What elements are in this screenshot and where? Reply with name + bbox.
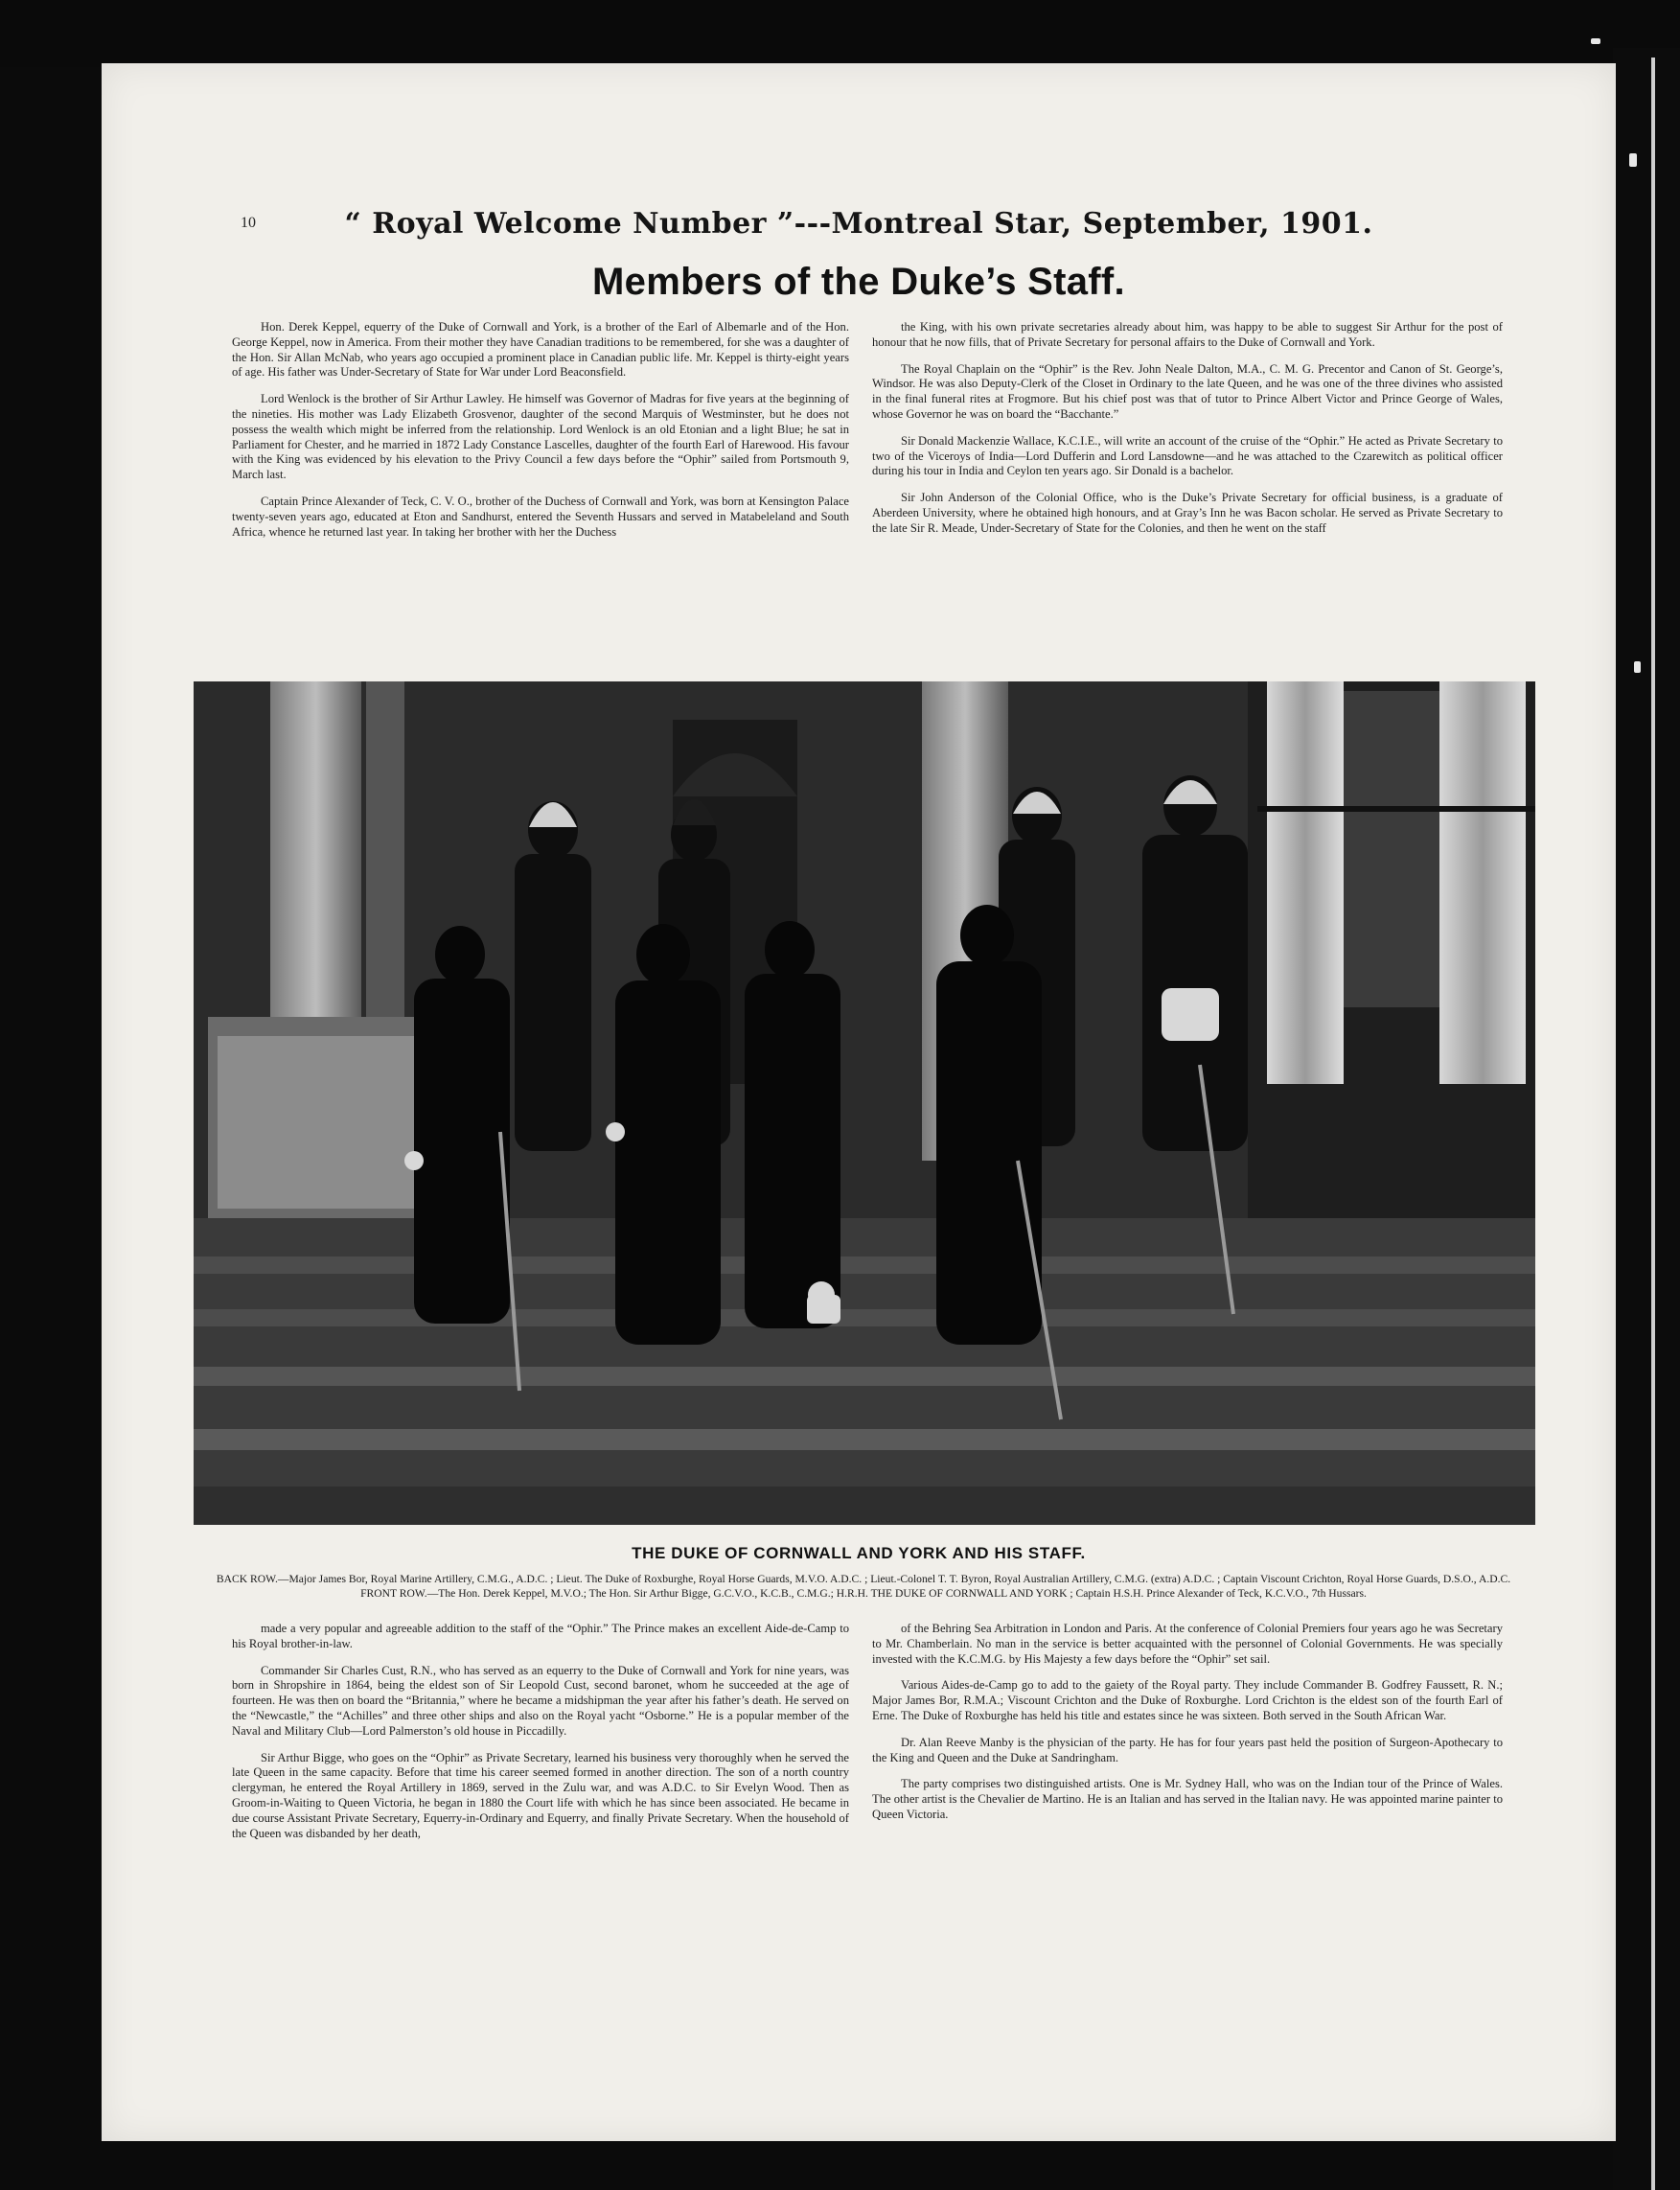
- article-paragraph: Various Aides-de-Camp go to add to the gaiety of the Royal party. They include Commander B. Godfrey Faussett, R. N.; Major James Bor, R.M.A.; Viscount Crichton and the Duke of Roxburghe. Lord Crichton is the eldest son of the fourth Earl of Erne. The Duke of Roxburghe has held his title and estates since he was sixteen. Both served in the South African War.: [872, 1678, 1503, 1722]
- article-column-top-right: [872, 320, 1503, 548]
- photo-caption-text: BACK ROW.—Major James Bor, Royal Marine Artillery, C.M.G., A.D.C. ; Lieut. The Duke of Roxburghe, Royal Horse Guards, M.V.O. A.D.C. ; Lieut.-Colonel T. T. Byron, Royal Australian Artillery, C.M.G. (extra) A.D.C. ; Captain Viscount Crichton, Royal Horse Guards, D.S.O., A.D.C. FRONT ROW.—The Hon. Derek Keppel, M.V.O.; The Hon. Sir Arthur Bigge, G.C.V.O., K.C.B., C.M.G.; H.R.H. THE DUKE OF CORNWALL AND YORK ; Captain H.S.H. Prince Alexander of Teck, K.C.V.O., 7th Hussars.: [216, 1573, 1511, 1600]
- scan-border-right: [1613, 48, 1680, 2190]
- scan-speck: [1629, 153, 1637, 167]
- article-paragraph: of the Behring Sea Arbitration in London and Paris. At the conference of Colonial Premiers four years ago he was Secretary to Mr. Chamberlain. No man in the service is better acquainted with the personnel of Colonial Governments. He was specially invested with the K.C.M.G. by His Majesty a few days before the “Ophir” set sail.: [872, 1622, 1503, 1666]
- article-paragraph: Lord Wenlock is the brother of Sir Arthur Lawley. He himself was Governor of Madras for five years at the beginning of the nineties. His mother was Lady Elizabeth Grosvenor, daughter of the second Marquis of Westminster, but he does not possess the wealth which might be inferred from the relationship. Lord Wenlock is an old Etonian and a light Blue; he sat in Parliament for Chester, and he married in 1872 Lady Constance Lascelles, daughter of the fourth Earl of Harewood. His favour with the King was evidenced by his elevation to the Privy Council a few days before the “Ophir” sailed from Portsmouth 9, March last.: [232, 392, 849, 482]
- article-paragraph: The party comprises two distinguished artists. One is Mr. Sydney Hall, who was on the Indian tour of the Prince of Wales. The other artist is the Chevalier de Martino. He is an Italian and has served in the Italian navy. He was appointed marine painter to Queen Victoria.: [872, 1777, 1503, 1821]
- photo-illustration: [194, 681, 1535, 1525]
- newspaper-page: [102, 63, 1616, 2141]
- article-paragraph: Sir Donald Mackenzie Wallace, K.C.I.E., will write an account of the cruise of the “Ophir.” He acted as Private Secretary to two of the Viceroys of India—Lord Dufferin and Lord Lansdowne—and he was attached to the Czarewitch as political officer during his tour in India and Ceylon ten years ago. Sir Donald is a bachelor.: [872, 433, 1503, 478]
- article-paragraph: Dr. Alan Reeve Manby is the physician of the party. He has for four years past held the position of Surgeon-Apothecary to the King and Queen and the Duke at Sandringham.: [872, 1735, 1503, 1764]
- group-photograph: [194, 681, 1535, 1525]
- article-paragraph: Captain Prince Alexander of Teck, C. V. O., brother of the Duchess of Cornwall and York, was born at Kensington Palace twenty-seven years ago, educated at Eton and Sandhurst, entered the Seventh Hussars and served in Matabeleland and South Africa, whence he returned last year. In taking her brother with her the Duchess: [232, 494, 849, 539]
- article-paragraph: Hon. Derek Keppel, equerry of the Duke of Cornwall and York, is a brother of the Earl of Albemarle and of the Hon. George Keppel, now in America. From their mother they have Canadian traditions to be remembered, for she was a daughter of the Hon. Sir Allan McNab, who years ago occupied a prominent place in Canadian public life. Mr. Keppel is thirty-eight years of age. His father was Under-Secretary of State for War under Lord Beaconsfield.: [232, 320, 849, 380]
- article-paragraph: Sir Arthur Bigge, who goes on the “Ophir” as Private Secretary, learned his business very thoroughly when he served the late Queen in the same capacity. Before that time his career seemed formed in another direction. The son of a north country clergyman, he entered the Royal Artillery in 1869, served in the Zulu war, and was A.D.C. to Sir Evelyn Wood. Then as Groom-in-Waiting to Queen Victoria, he began in 1880 the Court life with which he has since been associated. He became in due course Assistant Private Secretary, Equerry-in-Ordinary and Equerry, and finally Private Secretary. When the household of the Queen was disbanded by her death,: [232, 1750, 849, 1840]
- page-number: 10: [241, 215, 256, 231]
- article-column-bottom-right: [872, 1622, 1503, 1834]
- masthead: “ Royal Welcome Number ”---Montreal Star, September, 1901.: [344, 207, 1373, 241]
- scan-edge-line: [1651, 58, 1655, 2190]
- article-paragraph: Commander Sir Charles Cust, R.N., who has served as an equerry to the Duke of Cornwall and York for nine years, was born in Shropshire in 1864, being the eldest son of Sir Leopold Cust, second baronet, whom he succeeded at the age of fourteen. He was then on board the “Britannia,” where he became a midshipman the year after his father’s death. He served on the “Newcastle,” the “Achilles” and three other ships and also on the Royal yacht “Osborne.” He is a popular member of the Naval and Military Club—Lord Palmerston’s old house in Piccadilly.: [232, 1663, 849, 1738]
- scan-speck: [1634, 661, 1641, 673]
- article-column-top-left: [232, 320, 849, 551]
- scan-speck: [1591, 38, 1600, 44]
- article-paragraph: Sir John Anderson of the Colonial Office, who is the Duke’s Private Secretary for official business, is a graduate of Aberdeen University, where he obtained high honours, and at Gray’s Inn he was Bacon scholar. He served as Private Secretary to the late Sir R. Meade, Under-Secretary of State for the Colonies, and then he went on the staff: [872, 491, 1503, 535]
- page-headline: Members of the Duke’s Staff.: [592, 261, 1125, 303]
- scan-border-top: [0, 0, 1680, 67]
- photo-caption-title: THE DUKE OF CORNWALL AND YORK AND HIS STAFF.: [632, 1544, 1086, 1562]
- article-column-bottom-left: [232, 1622, 849, 1853]
- article-paragraph: The Royal Chaplain on the “Ophir” is the Rev. John Neale Dalton, M.A., C. M. G. Precentor and Canon of St. George’s, Windsor. He was also Deputy-Clerk of the Closet in Ordinary to the late Queen, and he was one of the three divines who assisted in the final funeral rites at Frogmore. But his chief post was that of tutor to Prince Albert Victor and Prince George of Wales, whose Governor he was on board the “Bacchante.”: [872, 361, 1503, 421]
- article-paragraph: made a very popular and agreeable addition to the staff of the “Ophir.” The Prince makes an excellent Aide-de-Camp to his Royal brother-in-law.: [232, 1622, 849, 1650]
- article-paragraph: the King, with his own private secretaries already about him, was happy to be able to suggest Sir Arthur for the post of honour that he now fills, that of Private Secretary for personal affairs to the Duke of Cornwall and York.: [872, 320, 1503, 349]
